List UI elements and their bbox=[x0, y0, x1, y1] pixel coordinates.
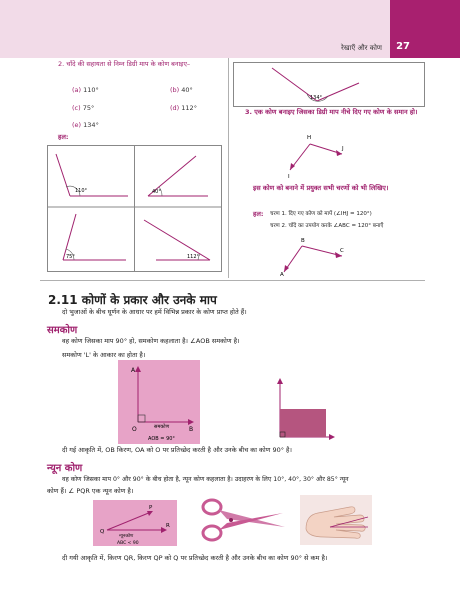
angle-110-label: 110° bbox=[75, 188, 88, 194]
acute-angle-arm-label: न्यूनकोण bbox=[119, 534, 134, 539]
label-c: C bbox=[340, 248, 344, 254]
right-angle-figure bbox=[118, 360, 200, 444]
q3-step-2: चरण 2. चाँदे का उपयोग करके ∠ABC = 120° बनाएँ bbox=[270, 223, 384, 229]
q2-solution-label: हल: bbox=[58, 133, 69, 141]
scissors-illustration bbox=[197, 495, 287, 547]
angle-112-label: 112° bbox=[187, 254, 200, 260]
option-a: (a) 110° bbox=[72, 86, 99, 94]
column-divider bbox=[228, 58, 229, 278]
option-b: (b) 40° bbox=[170, 86, 193, 94]
l-shape-figure bbox=[270, 375, 336, 440]
angle-abc-figure bbox=[270, 232, 360, 278]
right-angle-paragraph: दी गई आकृति में, OB किरण, OA को O पर प्रतिच्छेद करती है और उनके बीच का कोण 90° है। bbox=[62, 446, 292, 454]
option-d: (d) 112° bbox=[170, 104, 197, 112]
angle-40-label: 40° bbox=[152, 189, 161, 195]
acute-angle-paragraph: दी गयी आकृति में, किरण QR, किरण QP को Q पर प्रतिच्छेद करती है और उनके बीच का कोण 90° से कम है। bbox=[62, 554, 328, 562]
question-2: 2. चाँदे की सहायता से निम्न डिग्री माप के कोण बनाइए– bbox=[58, 60, 191, 68]
section-intro: दो भुजाओं के बीच घूर्णन के आधार पर हमें विभिन्न प्रकार के कोण प्राप्त होते हैं। bbox=[62, 308, 247, 316]
page-number: 27 bbox=[396, 41, 410, 52]
q3-solution-label: हल: bbox=[253, 210, 264, 218]
label-O: O bbox=[132, 426, 137, 433]
acute-angle-figure bbox=[93, 500, 177, 546]
section-divider bbox=[40, 280, 425, 281]
label-B: B bbox=[189, 426, 194, 433]
label-i: I bbox=[288, 174, 290, 180]
angle-134-label: 134° bbox=[310, 95, 323, 101]
right-angle-shape-note: समकोण 'L' के आकार का होता है। bbox=[62, 351, 146, 359]
angle-110-figure bbox=[56, 154, 128, 196]
label-h: H bbox=[307, 135, 312, 141]
acute-angle-heading: न्यून कोण bbox=[47, 463, 83, 474]
chapter-title: रेखाएँ और कोण bbox=[341, 44, 382, 52]
label-j: J bbox=[342, 146, 344, 152]
question-3: 3. एक कोण बनाइए जिसका डिग्री माप नीचे दिए गए कोण के समान हो। bbox=[245, 108, 418, 116]
angle-112-figure bbox=[144, 220, 210, 260]
acute-angle-definition-1: वह कोण जिसका माप 0° और 90° के बीच होता है, न्यून कोण कहलाता है। उदाहरण के लिए 10°, 40°, 30° और 85° न्यून bbox=[62, 476, 349, 483]
label-a: A bbox=[280, 272, 284, 278]
angle-134-figure bbox=[234, 63, 424, 106]
option-c: (c) 75° bbox=[72, 104, 95, 112]
label-Q: Q bbox=[100, 529, 105, 535]
label-R: R bbox=[166, 523, 170, 529]
angle-40-figure bbox=[148, 156, 208, 196]
angle-134-box bbox=[233, 62, 425, 107]
angle-75-label: 75° bbox=[66, 254, 75, 260]
acute-angle-caption: ABC < 90 bbox=[117, 541, 139, 546]
right-angle-heading: समकोण bbox=[47, 325, 78, 336]
angle-75-figure bbox=[63, 214, 126, 260]
option-e: (e) 134° bbox=[72, 121, 99, 129]
hand-illustration bbox=[300, 495, 372, 545]
q3-step-1: चरण 1. दिए गए कोण को मापें (∠IHJ = 120°) bbox=[270, 211, 372, 217]
acute-angle-definition-2: कोण हैं। ∠ PQR एक न्यून कोण है। bbox=[47, 487, 134, 495]
right-angle-caption: AOB = 90° bbox=[148, 436, 175, 442]
right-angle-definition: वह कोण जिसका माप 90° हो, समकोण कहलाता है। ∠AOB समकोण है। bbox=[62, 337, 240, 345]
right-angle-arm-label: समकोण bbox=[154, 424, 170, 430]
label-A: A bbox=[131, 367, 136, 374]
q3-instruction: इस कोण को बनाने में प्रयुक्त सभी चरणों को भी लिखिए। bbox=[253, 184, 389, 192]
angle-ihj-figure bbox=[280, 130, 360, 185]
angle-grid-figure bbox=[48, 146, 221, 271]
section-title: 2.11 कोणों के प्रकार और उनके माप bbox=[48, 293, 217, 307]
angle-grid bbox=[47, 145, 222, 272]
label-b: B bbox=[301, 238, 305, 244]
label-P: P bbox=[149, 505, 153, 511]
